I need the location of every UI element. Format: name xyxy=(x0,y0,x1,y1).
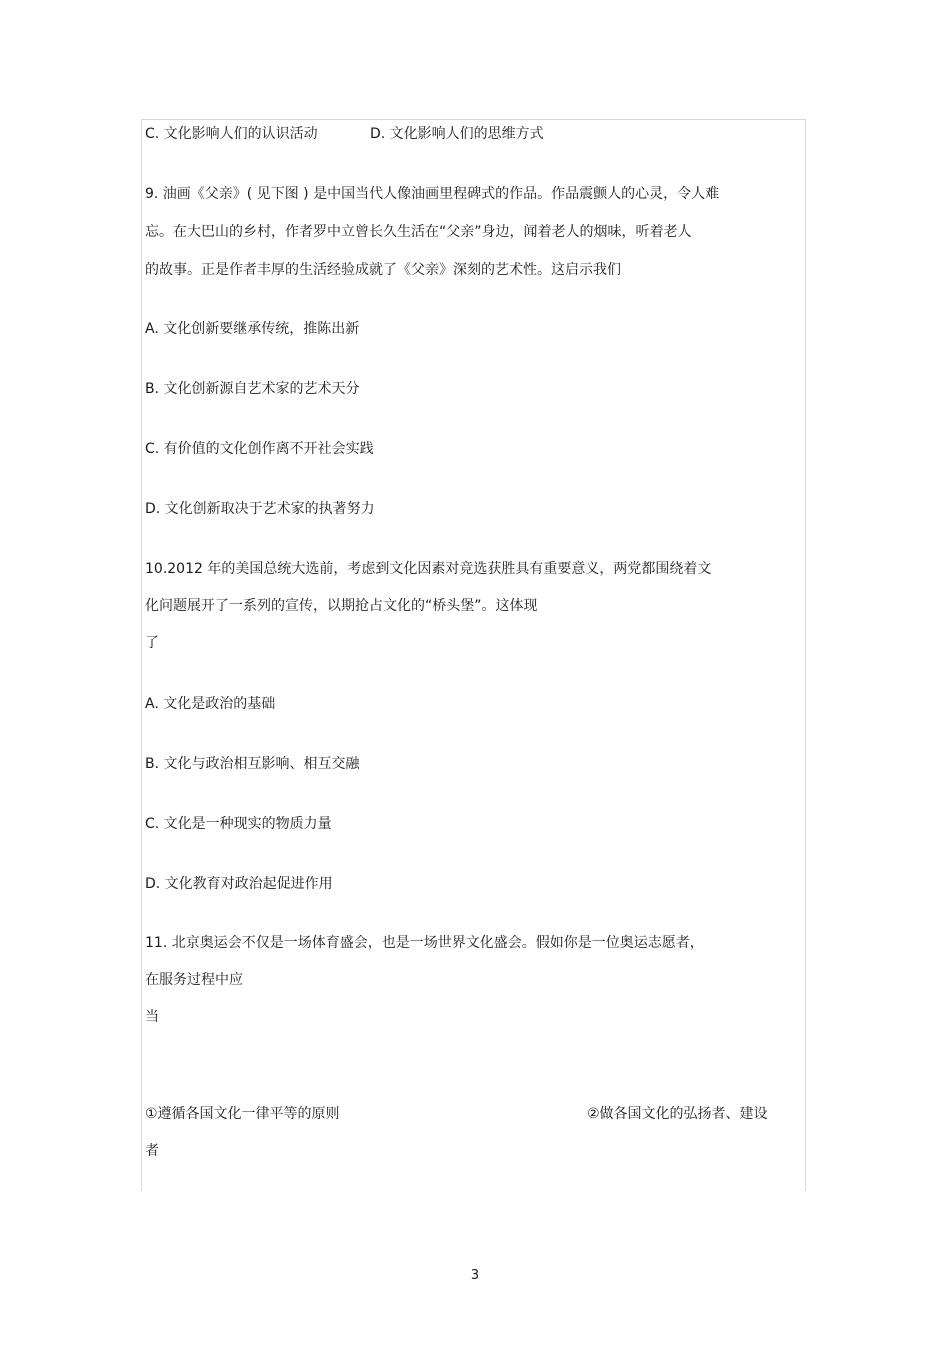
q10-stem-line-3: 了 xyxy=(145,635,159,651)
q8-option-d: D. 文化影响人们的思维方式 xyxy=(370,126,544,142)
q9-option-b: B. 文化创新源自艺术家的艺术天分 xyxy=(145,381,360,397)
q10-option-d: D. 文化教育对政治起促进作用 xyxy=(145,876,333,892)
q9-option-c: C. 有价值的文化创作离不开社会实践 xyxy=(145,441,374,457)
q10-option-c: C. 文化是一种现实的物质力量 xyxy=(145,816,332,832)
q9-stem-line-3: 的故事。正是作者丰厚的生活经验成就了《父亲》深刻的艺术性。这启示我们 xyxy=(145,262,621,278)
q10-option-a: A. 文化是政治的基础 xyxy=(145,696,276,712)
q10-stem-line-2: 化问题展开了一系列的宣传，以期抢占文化的“桥头堡”。这体现 xyxy=(145,598,538,614)
q9-option-a: A. 文化创新要继承传统，推陈出新 xyxy=(145,321,360,337)
q10-stem-line-1: 10.2012 年的美国总统大选前，考虑到文化因素对竞选获胜具有重要意义，两党都围绕着文 xyxy=(145,561,712,577)
q11-item-1: ①遵循各国文化一律平等的原则 xyxy=(145,1106,340,1122)
q11-stem-line-3: 当 xyxy=(145,1009,159,1025)
q11-stem-line-2: 在服务过程中应 xyxy=(145,972,243,988)
q11-stem-line-1: 11. 北京奥运会不仅是一场体育盛会，也是一场世界文化盛会。假如你是一位奥运志愿者， xyxy=(145,935,704,951)
q11-item-2: ②做各国文化的弘扬者、建设 xyxy=(587,1106,768,1122)
q9-stem-line-2: 忘。在大巴山的乡村，作者罗中立曾长久生活在“父亲”身边，闻着老人的烟味，听着老人 xyxy=(145,224,692,240)
page-number: 3 xyxy=(470,1268,480,1283)
q8-option-c: C. 文化影响人们的认识活动 xyxy=(145,126,318,142)
q11-item-2-continued: 者 xyxy=(145,1143,159,1159)
q9-stem-line-1: 9. 油画《父亲》( 见下图 ) 是中国当代人像油画里程碑式的作品。作品震颤人的心灵，令人难 xyxy=(145,186,720,202)
page-frame xyxy=(141,119,806,1191)
q10-option-b: B. 文化与政治相互影响、相互交融 xyxy=(145,756,360,772)
q9-option-d: D. 文化创新取决于艺术家的执著努力 xyxy=(145,501,375,517)
